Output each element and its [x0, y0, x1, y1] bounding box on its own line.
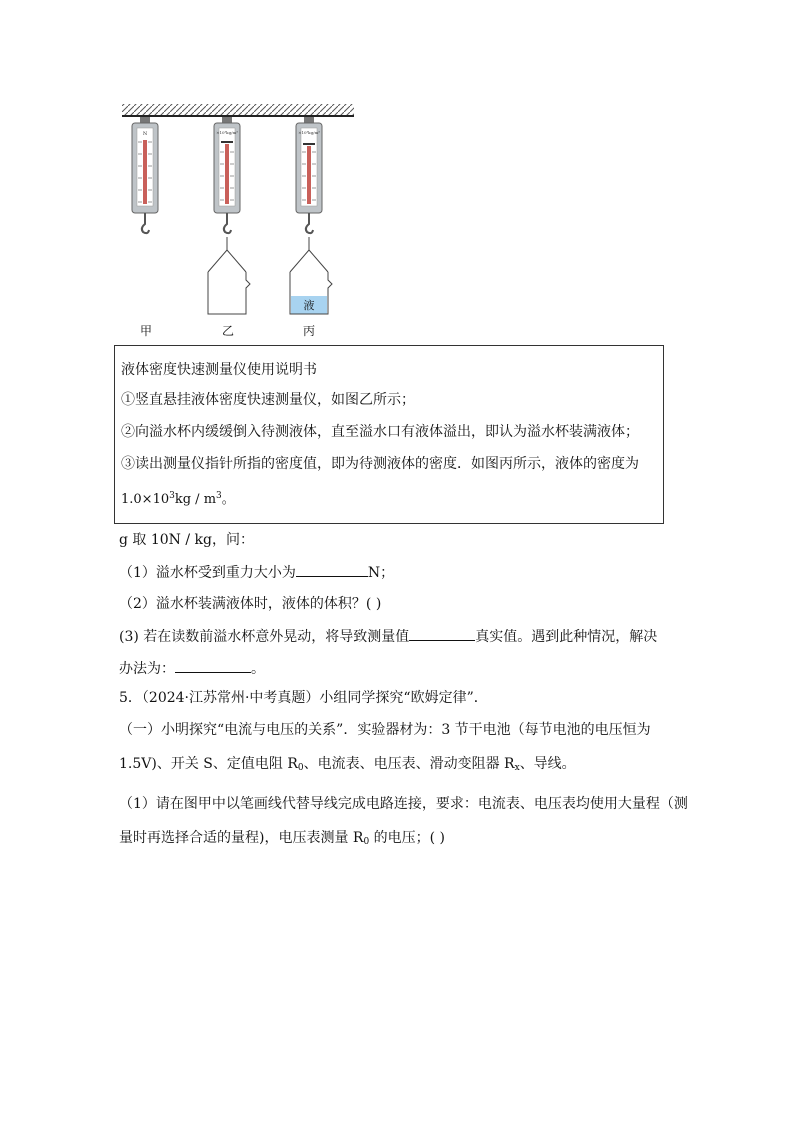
problem5-header: 5．（2024·江苏常州·中考真题）小组同学探究“欧姆定律”． — [119, 690, 488, 706]
density-value: $1.0\times 10^3kg / m^3$。 — [121, 491, 235, 507]
answer-blank-1[interactable] — [296, 562, 368, 577]
scale-unit-2: ×10³kg/m³ — [216, 130, 238, 135]
problem5-q1-a: （1）请在图甲中以笔画线代替导线完成电路连接，要求：电流表、电压表均使用大量程（测 — [119, 796, 688, 812]
balance-bing — [290, 117, 332, 314]
scale-unit-1: N — [142, 131, 148, 137]
liquid-label: 液 — [303, 299, 315, 312]
scale-unit-3: ×10³kg/m³ — [298, 130, 320, 135]
instruction-title: 液体密度快速测量仪使用说明书 — [121, 362, 317, 378]
balance-yi — [208, 117, 250, 314]
answer-blank-3b[interactable] — [175, 658, 251, 673]
g-value-line: g 取 10N / kg，问： — [119, 532, 254, 548]
question-3: (3) 若在读数前溢水杯意外晃动，将导致测量值 真实值。遇到此种情况，解决 — [119, 626, 657, 647]
figure-label-bing: 丙 — [303, 324, 316, 338]
question-2: （2）溢水杯装满液体时，液体的体积？( ) — [119, 596, 382, 612]
problem5-part1-b: 1.5V)、开关 S、定值电阻 $R_0$、电流表、电压表、滑动变阻器 $R_x$、导线。 — [119, 756, 576, 773]
instruction-step2: ②向溢水杯内缓缓倒入待测液体，直至溢水口有液体溢出，即认为溢水杯装满液体； — [121, 424, 639, 440]
question-1: （1）溢水杯受到重力大小为 N； — [119, 562, 394, 583]
balance-jia — [132, 117, 158, 233]
figure-label-jia: 甲 — [140, 324, 153, 338]
spring-balance-figure — [110, 100, 370, 345]
problem5-q1-b: 量时再选择合适的量程)，电压表测量 $R_0$ 的电压；( ) — [119, 830, 446, 847]
instruction-step3: ③读出测量仪指针所指的密度值，即为待测液体的密度．如图丙所示，液体的密度为 — [121, 456, 639, 472]
instruction-step1: ①竖直悬挂液体密度快速测量仪，如图乙所示； — [121, 392, 415, 408]
ceiling — [122, 104, 354, 116]
instruction-box — [114, 345, 664, 524]
question-3-line2: 办法为： 。 — [119, 658, 265, 679]
figure-label-yi: 乙 — [222, 324, 235, 338]
answer-blank-3a[interactable] — [409, 626, 475, 641]
problem5-part1-a: （一）小明探究“电流与电压的关系”．实验器材为：3 节干电池（每节电池的电压恒为 — [119, 722, 651, 738]
